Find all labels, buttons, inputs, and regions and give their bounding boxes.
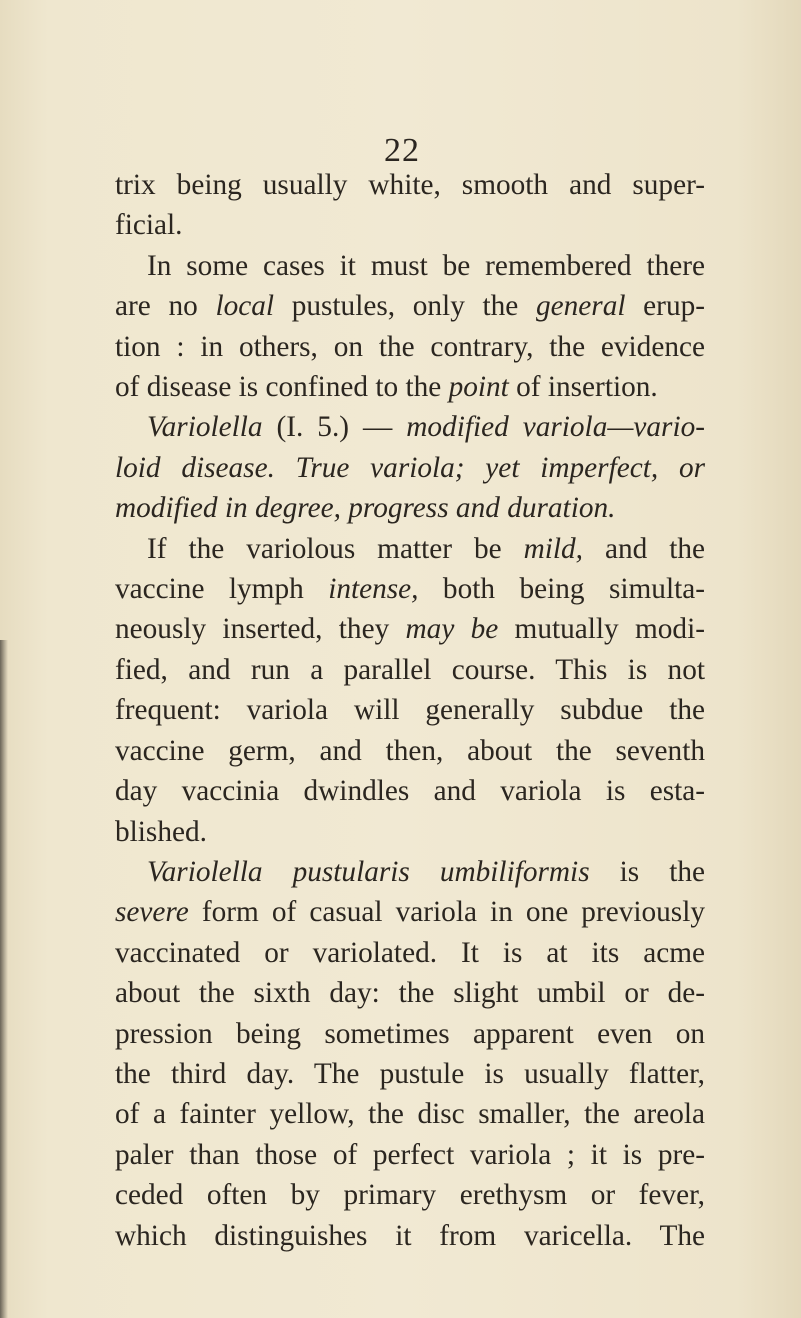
text-line: fied, and run a parallel course. This is not [115,653,705,686]
page-number: 22 [384,132,420,169]
page-binding-edge [0,640,8,1318]
text-line: vaccine germ, and then, about the seventh [115,734,705,767]
text-line: loid disease. True variola; yet imperfect, or [115,451,705,484]
text-line: are no local pustules, only the general erup- [115,290,705,323]
text-line: ceded often by primary erethysm or fever, [115,1179,705,1212]
text-line: Variolella (I. 5.) — modified variola—vario- [147,411,705,444]
text-line: tion : in others, on the contrary, the evidence [115,330,705,363]
text-line: vaccine lymph intense, both being simulta- [115,573,705,606]
text-line: blished. [115,815,207,848]
text-line: In some cases it must be remembered there [147,249,705,282]
body-text [115,165,705,1256]
text-line: modified in degree, progress and duration. [115,492,616,525]
text-line: about the sixth day: the slight umbil or de- [115,977,705,1010]
text-line: the third day. The pustule is usually flatter, [115,1057,705,1090]
text-line: vaccinated or variolated. It is at its acme [115,936,705,969]
text-line: paler than those of perfect variola ; it is pre- [115,1138,705,1171]
text-line: Variolella pustularis umbiliformis is the [147,855,706,888]
text-line: of disease is confined to the point of insertion. [115,371,658,404]
text-line: If the variolous matter be mild, and the [147,532,705,565]
text-line: pression being sometimes apparent even on [115,1017,705,1050]
text-line: severe form of casual variola in one previously [115,896,705,929]
text-line: ficial. [115,209,183,242]
text-line: frequent: variola will generally subdue the [115,694,705,727]
text-line: neously inserted, they may be mutually modi- [115,613,705,646]
text-line: day vaccinia dwindles and variola is esta- [115,775,705,808]
text-line: of a fainter yellow, the disc smaller, the areola [115,1098,705,1131]
text-line: which distinguishes it from varicella. The [115,1219,705,1252]
text-line: trix being usually white, smooth and super- [115,169,705,201]
